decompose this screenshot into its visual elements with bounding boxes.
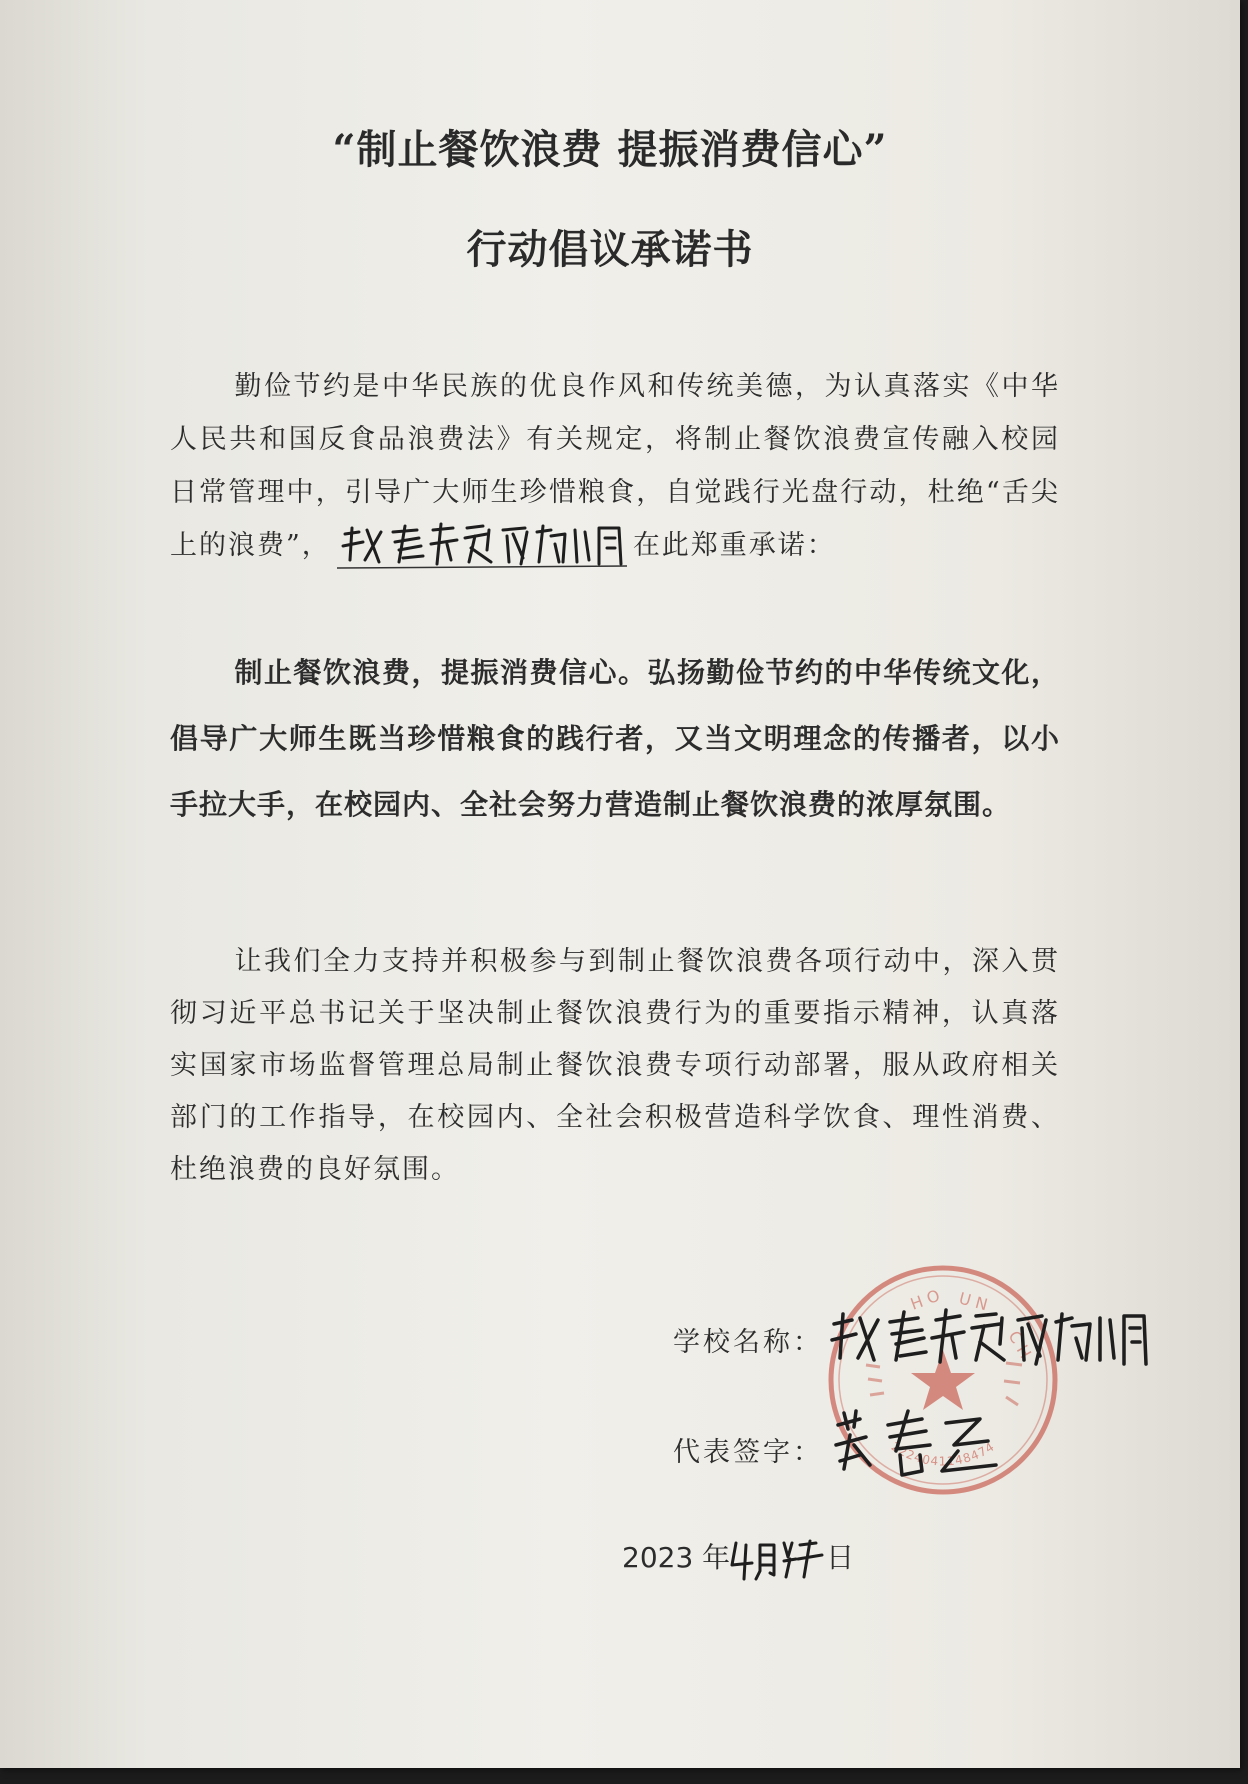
seal-code: 2224041148474 bbox=[888, 1439, 998, 1469]
paragraph-intro-text: 勤俭节约是中华民族的优良作风和传统美德，为认真落实《中华人民共和国反食品浪费法》有关规定，将制止餐饮浪费宣传融入校园日常管理中，引导广大师生珍惜粮食，自觉践行光盘行动，杜绝“舌尖上的浪费”， bbox=[170, 371, 1060, 561]
school-name-row bbox=[673, 1320, 823, 1359]
paragraph-commitment bbox=[170, 640, 1060, 838]
paragraph-commitment-text: 制止餐饮浪费，提振消费信心。弘扬勤俭节约的中华传统文化，倡导广大师生既当珍惜粮食的践行者，又当文明理念的传播者，以小手拉大手，在校园内、全社会努力营造制止餐饮浪费的浓厚氛围。 bbox=[170, 656, 1060, 821]
paragraph-intro-tail: 在此郑重承诺： bbox=[632, 530, 836, 561]
paragraph-call-to-action bbox=[170, 936, 1060, 1196]
svg-text:U N: U N bbox=[956, 1288, 990, 1315]
paragraph-intro bbox=[170, 360, 1060, 572]
svg-text:H O: H O bbox=[907, 1285, 943, 1314]
svg-text:C H: C H bbox=[1004, 1327, 1036, 1362]
date-day-suffix: 日 bbox=[826, 1541, 855, 1574]
document-title-line-2: 行动倡议承诺书 bbox=[466, 226, 754, 273]
representative-signature-row bbox=[673, 1430, 823, 1469]
signing-date bbox=[622, 1535, 854, 1581]
representative-signature-label: 代表签字： bbox=[673, 1437, 823, 1468]
handwritten-month-day bbox=[730, 1535, 826, 1581]
handwritten-representative-signature bbox=[830, 1405, 1010, 1483]
handwritten-school-name-inline bbox=[337, 522, 627, 570]
paragraph-call-to-action-text: 让我们全力支持并积极参与到制止餐饮浪费各项行动中，深入贯彻习近平总书记关于坚决制止餐饮浪费行为的重要指示精神，认真落实国家市场监督管理总局制止餐饮浪费专项行动部署，服从政府相关部门的工作指导，在校园内、全社会积极营造科学饮食、理性消费、杜绝浪费的良好氛围。 bbox=[170, 946, 1060, 1185]
handwritten-school-name-signature bbox=[828, 1308, 1148, 1370]
school-name-label: 学校名称： bbox=[673, 1327, 823, 1358]
document-title-line-1: “制止餐饮浪费 提振消费信心” bbox=[332, 126, 888, 173]
date-year: 2023 年 bbox=[622, 1541, 731, 1574]
